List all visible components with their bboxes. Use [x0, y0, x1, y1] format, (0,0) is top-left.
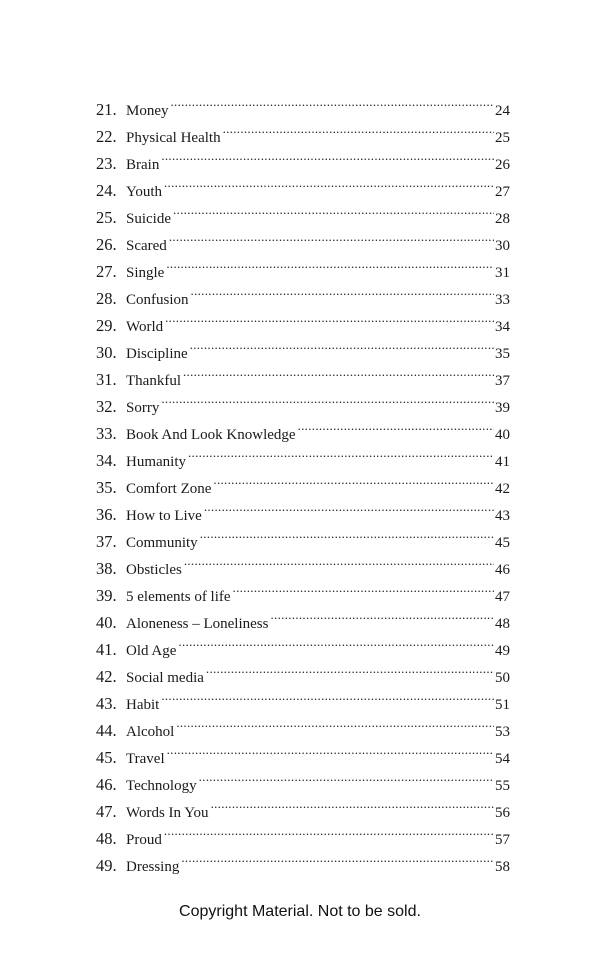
toc-entry-title: World	[126, 319, 164, 335]
toc-entry-page: 47	[495, 589, 510, 605]
toc-dot-leader	[178, 628, 494, 655]
toc-entry-number: 25.	[96, 208, 117, 227]
toc-entry-title: Old Age	[126, 643, 177, 659]
toc-entry-number: 49.	[96, 856, 117, 875]
toc-entry-number: 28.	[96, 289, 117, 308]
toc-dot-leader	[173, 196, 494, 223]
toc-dot-leader	[211, 790, 494, 817]
toc-entry-number: 33.	[96, 424, 117, 443]
toc-entry-page: 27	[495, 184, 510, 200]
toc-entry-title: Scared	[126, 238, 167, 254]
toc-entry-title: Discipline	[126, 346, 188, 362]
toc-entry-title: Brain	[126, 157, 160, 173]
toc-entry-number: 46.	[96, 775, 117, 794]
toc-entry-title: Technology	[126, 778, 197, 794]
toc-entry-number: 22.	[96, 127, 117, 146]
toc-entry-page: 56	[495, 805, 510, 821]
toc-entry-number: 26.	[96, 235, 117, 254]
toc-entry-number: 23.	[96, 154, 117, 173]
toc-dot-leader	[176, 709, 494, 736]
toc-dot-leader	[166, 250, 494, 277]
toc-entry[interactable]	[96, 88, 510, 119]
table-of-contents	[96, 88, 510, 875]
toc-dot-leader	[200, 520, 494, 547]
toc-entry-title: Money	[126, 103, 169, 119]
toc-entry-number: 34.	[96, 451, 117, 470]
toc-entry-page: 37	[495, 373, 510, 389]
toc-dot-leader	[188, 439, 494, 466]
toc-entry-title: Proud	[126, 832, 162, 848]
toc-entry-title: Words In You	[126, 805, 209, 821]
toc-dot-leader	[204, 493, 494, 520]
toc-entry-page: 49	[495, 643, 510, 659]
toc-entry-title: Travel	[126, 751, 165, 767]
toc-dot-leader	[181, 844, 494, 871]
toc-entry-title: 5 elements of life	[126, 589, 231, 605]
toc-entry-page: 46	[495, 562, 510, 578]
toc-entry-title: Physical Health	[126, 130, 221, 146]
toc-entry-page: 41	[495, 454, 510, 470]
toc-dot-leader	[191, 277, 494, 304]
toc-entry-title: Dressing	[126, 859, 180, 875]
toc-entry-number: 27.	[96, 262, 117, 281]
toc-entry-number: 32.	[96, 397, 117, 416]
toc-entry-title: Thankful	[126, 373, 181, 389]
toc-dot-leader	[167, 736, 494, 763]
toc-dot-leader	[206, 655, 494, 682]
toc-entry-page: 50	[495, 670, 510, 686]
toc-entry-number: 47.	[96, 802, 117, 821]
toc-entry-page: 53	[495, 724, 510, 740]
toc-dot-leader	[161, 682, 494, 709]
toc-entry-number: 43.	[96, 694, 117, 713]
toc-entry-page: 51	[495, 697, 510, 713]
toc-dot-leader	[184, 547, 494, 574]
toc-entry-title: Youth	[126, 184, 162, 200]
toc-entry-number: 40.	[96, 613, 117, 632]
toc-entry-number: 30.	[96, 343, 117, 362]
toc-entry-number: 24.	[96, 181, 117, 200]
toc-entry-number: 48.	[96, 829, 117, 848]
toc-entry-page: 30	[495, 238, 510, 254]
copyright-notice: Copyright Material. Not to be sold.	[179, 903, 421, 920]
toc-dot-leader	[171, 88, 495, 115]
toc-entry-page: 34	[495, 319, 510, 335]
toc-entry-page: 58	[495, 859, 510, 875]
toc-entry-title: Social media	[126, 670, 204, 686]
toc-dot-leader	[164, 817, 494, 844]
toc-entry-title: How to Live	[126, 508, 202, 524]
toc-dot-leader	[199, 763, 494, 790]
toc-entry-page: 42	[495, 481, 510, 497]
toc-entry-page: 35	[495, 346, 510, 362]
toc-entry-page: 33	[495, 292, 510, 308]
toc-entry-title: Aloneness – Loneliness	[126, 616, 269, 632]
toc-entry-title: Book And Look Knowledge	[126, 427, 296, 443]
toc-entry-title: Suicide	[126, 211, 171, 227]
toc-entry-number: 38.	[96, 559, 117, 578]
toc-entry-title: Obsticles	[126, 562, 182, 578]
toc-dot-leader	[165, 304, 494, 331]
toc-entry-title: Confusion	[126, 292, 189, 308]
toc-entry-page: 28	[495, 211, 510, 227]
toc-dot-leader	[161, 142, 494, 169]
toc-entry-page: 25	[495, 130, 510, 146]
toc-entry-page: 48	[495, 616, 510, 632]
toc-entry-number: 37.	[96, 532, 117, 551]
toc-entry-number: 39.	[96, 586, 117, 605]
toc-entry-page: 43	[495, 508, 510, 524]
toc-entry-number: 41.	[96, 640, 117, 659]
toc-entry-title: Alcohol	[126, 724, 175, 740]
toc-entry-title: Comfort Zone	[126, 481, 212, 497]
toc-dot-leader	[223, 115, 494, 142]
toc-dot-leader	[213, 466, 494, 493]
toc-dot-leader	[190, 331, 494, 358]
toc-entry-number: 45.	[96, 748, 117, 767]
toc-dot-leader	[164, 169, 494, 196]
toc-entry-title: Single	[126, 265, 165, 281]
toc-entry-number: 31.	[96, 370, 117, 389]
toc-entry-number: 35.	[96, 478, 117, 497]
toc-entry-page: 40	[495, 427, 510, 443]
toc-entry-title: Humanity	[126, 454, 186, 470]
toc-entry-title: Community	[126, 535, 198, 551]
toc-entry-page: 24	[495, 103, 510, 119]
toc-dot-leader	[270, 601, 494, 628]
toc-entry-page: 31	[495, 265, 510, 281]
toc-dot-leader	[233, 574, 494, 601]
toc-entry-title: Sorry	[126, 400, 160, 416]
toc-dot-leader	[169, 223, 494, 250]
toc-entry-page: 55	[495, 778, 510, 794]
toc-dot-leader	[161, 385, 494, 412]
toc-entry-number: 36.	[96, 505, 117, 524]
toc-dot-leader	[183, 358, 494, 385]
toc-entry-page: 45	[495, 535, 510, 551]
toc-entry-number: 44.	[96, 721, 117, 740]
toc-entry-number: 21.	[96, 100, 117, 119]
toc-entry-page: 39	[495, 400, 510, 416]
toc-dot-leader	[298, 412, 494, 439]
toc-entry-title: Habit	[126, 697, 160, 713]
toc-entry-page: 57	[495, 832, 510, 848]
toc-entry-number: 29.	[96, 316, 117, 335]
toc-entry-page: 54	[495, 751, 510, 767]
toc-entry-page: 26	[495, 157, 510, 173]
toc-entry-number: 42.	[96, 667, 117, 686]
